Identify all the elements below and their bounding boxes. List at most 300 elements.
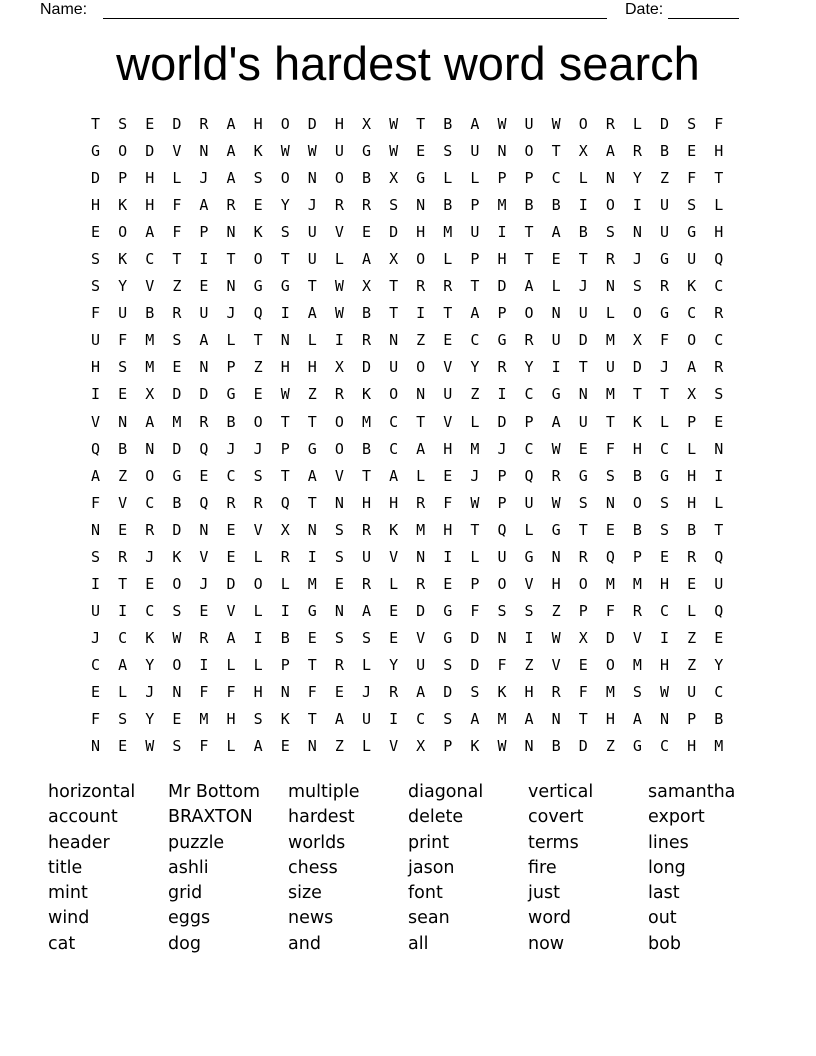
grid-letter: L — [226, 655, 236, 674]
grid-letter: Z — [687, 655, 697, 674]
grid-letter: H — [145, 196, 155, 215]
grid-letter: O — [253, 412, 263, 431]
grid-letter: X — [687, 385, 697, 404]
grid-letter: B — [361, 304, 371, 323]
grid-letter: M — [145, 331, 155, 350]
grid-letter: A — [416, 683, 426, 701]
grid-letter: I — [389, 710, 399, 729]
grid-letter: A — [253, 737, 263, 756]
grid-letter: L — [280, 574, 290, 593]
grid-letter: I — [443, 547, 453, 566]
grid-letter: N — [416, 547, 426, 566]
grid-letter: H — [443, 439, 453, 458]
word-list-item: eggs — [168, 908, 211, 929]
grid-letter: U — [361, 710, 371, 729]
grid-letter: Z — [416, 331, 426, 350]
word-list-item: covert — [528, 807, 584, 828]
grid-letter: E — [199, 466, 209, 485]
grid-letter: O — [578, 115, 588, 134]
grid-letter: T — [389, 277, 399, 296]
grid-letter: A — [416, 439, 426, 458]
grid-letter: H — [280, 358, 290, 377]
grid-letter: N — [497, 628, 507, 647]
grid-letter: D — [145, 142, 155, 161]
grid-letter: L — [687, 439, 697, 458]
grid-letter: D — [91, 169, 101, 188]
grid-letter: G — [172, 466, 182, 485]
grid-letter: W — [497, 737, 507, 756]
grid-letter: R — [551, 466, 561, 485]
grid-letter: E — [578, 655, 588, 674]
grid-letter: I — [524, 628, 534, 647]
word-list-column — [48, 780, 168, 957]
grid-letter: N — [389, 331, 399, 350]
grid-letter: V — [389, 547, 399, 566]
grid-letter: P — [118, 169, 128, 188]
grid-letter: M — [361, 412, 371, 431]
grid-letter: I — [280, 304, 290, 323]
grid-letter: V — [443, 412, 453, 431]
grid-letter: R — [443, 277, 453, 296]
grid-letter: E — [714, 628, 724, 647]
grid-letter: D — [172, 520, 182, 539]
grid-letter: O — [172, 574, 182, 593]
grid-letter: L — [389, 574, 399, 593]
grid-letter: C — [145, 493, 155, 512]
grid-letter: I — [307, 547, 317, 566]
word-list-item: last — [648, 883, 680, 904]
grid-letter: D — [226, 574, 236, 593]
grid-letter: L — [714, 196, 724, 215]
grid-letter: A — [199, 331, 209, 350]
word-list-item: mint — [48, 883, 88, 904]
grid-letter: S — [91, 547, 101, 566]
grid-letter: N — [280, 331, 290, 350]
grid-letter: F — [660, 331, 670, 350]
grid-letter: L — [443, 250, 453, 269]
grid-letter: X — [632, 331, 642, 350]
word-list-item: now — [528, 933, 565, 954]
grid-letter: I — [91, 385, 101, 404]
grid-letter: Z — [605, 737, 615, 756]
grid-letter: B — [361, 439, 371, 458]
grid-letter: T — [524, 223, 534, 242]
grid-letter: U — [660, 223, 670, 242]
grid-letter: T — [307, 655, 317, 674]
grid-letter: E — [199, 277, 209, 296]
grid-letter: R — [334, 385, 344, 404]
grid-letter: H — [660, 655, 670, 674]
grid-letter: T — [714, 169, 724, 188]
grid-letter: H — [91, 358, 101, 377]
word-list-column — [288, 780, 408, 957]
grid-letter: Q — [524, 466, 534, 485]
grid-letter: C — [416, 710, 426, 729]
grid-letter: Y — [280, 196, 290, 215]
grid-letter: A — [551, 223, 561, 242]
grid-letter: T — [416, 412, 426, 431]
grid-letter: A — [470, 115, 480, 134]
grid-letter: J — [660, 358, 670, 377]
grid-letter: E — [172, 358, 182, 377]
grid-letter: V — [416, 628, 426, 647]
grid-letter: E — [172, 710, 182, 729]
word-list-item: delete — [408, 807, 464, 828]
grid-letter: L — [226, 331, 236, 350]
grid-letter: U — [443, 385, 453, 404]
grid-letter: A — [226, 115, 236, 134]
grid-letter: R — [118, 547, 128, 566]
grid-letter: K — [497, 683, 507, 701]
grid-letter: Z — [172, 277, 182, 296]
grid-letter: D — [172, 385, 182, 404]
grid-letter: S — [687, 115, 697, 134]
grid-letter: U — [660, 196, 670, 215]
grid-letter: R — [226, 493, 236, 512]
grid-letter: F — [605, 439, 615, 458]
grid-letter: F — [470, 601, 480, 620]
grid-letter: N — [660, 710, 670, 729]
grid-letter: V — [145, 277, 155, 296]
grid-letter: C — [551, 169, 561, 188]
grid-letter: P — [687, 412, 697, 431]
grid-letter: Q — [605, 547, 615, 566]
grid-letter: T — [714, 520, 724, 539]
grid-letter: E — [118, 737, 128, 756]
grid-letter: T — [172, 250, 182, 269]
grid-letter: D — [389, 223, 399, 242]
grid-letter: H — [524, 683, 534, 701]
grid-letter: D — [497, 412, 507, 431]
grid-letter: H — [416, 223, 426, 242]
grid-letter: D — [470, 655, 480, 674]
grid-letter: U — [416, 655, 426, 674]
grid-letter: L — [551, 277, 561, 296]
grid-letter: N — [497, 142, 507, 161]
grid-letter: C — [714, 683, 724, 701]
grid-letter: A — [145, 223, 155, 242]
grid-letter: N — [334, 601, 344, 620]
grid-letter: N — [199, 142, 209, 161]
grid-letter: S — [253, 710, 263, 729]
grid-letter: E — [334, 683, 344, 701]
grid-letter: D — [307, 115, 317, 134]
grid-letter: D — [172, 439, 182, 458]
grid-letter: S — [172, 601, 182, 620]
grid-letter: G — [416, 169, 426, 188]
word-list-column — [528, 780, 648, 957]
grid-letter: E — [551, 250, 561, 269]
grid-letter: X — [389, 250, 399, 269]
grid-letter: O — [687, 331, 697, 350]
grid-letter: J — [578, 277, 588, 296]
grid-letter: K — [253, 223, 263, 242]
grid-letter: E — [361, 223, 371, 242]
grid-letter: E — [687, 142, 697, 161]
grid-letter: R — [687, 547, 697, 566]
grid-letter: O — [389, 385, 399, 404]
grid-letter: S — [334, 520, 344, 539]
grid-letter: W — [551, 628, 561, 647]
grid-letter: N — [199, 358, 209, 377]
grid-letter: T — [307, 493, 317, 512]
name-blank-line — [103, 1, 607, 19]
grid-letter: E — [145, 115, 155, 134]
grid-letter: L — [524, 520, 534, 539]
grid-letter: R — [416, 574, 426, 593]
word-list-item: puzzle — [168, 832, 225, 853]
grid-letter: S — [91, 277, 101, 296]
grid-letter: Y — [524, 358, 534, 377]
grid-letter: J — [226, 304, 236, 323]
grid-letter: J — [497, 439, 507, 458]
word-list-item: cat — [48, 933, 76, 954]
grid-letter: G — [497, 331, 507, 350]
grid-letter: M — [605, 385, 615, 404]
word-list-item: ashli — [168, 857, 209, 878]
grid-letter: P — [470, 196, 480, 215]
grid-letter: F — [714, 115, 724, 134]
grid-letter: Q — [199, 493, 209, 512]
grid-letter: H — [687, 737, 697, 756]
grid-letter: G — [307, 439, 317, 458]
grid-letter: R — [578, 547, 588, 566]
grid-letter: U — [524, 493, 534, 512]
grid-letter: O — [416, 358, 426, 377]
grid-letter: L — [470, 412, 480, 431]
word-list-item: just — [528, 883, 560, 904]
grid-letter: L — [578, 169, 588, 188]
grid-letter: L — [172, 169, 182, 188]
grid-letter: A — [307, 466, 317, 485]
grid-letter: E — [253, 385, 263, 404]
grid-letter: W — [389, 115, 399, 134]
grid-letter: R — [497, 358, 507, 377]
grid-letter: M — [470, 439, 480, 458]
grid-letter: O — [605, 655, 615, 674]
grid-letter: C — [91, 655, 101, 674]
grid-letter: R — [632, 601, 642, 620]
grid-letter: P — [470, 250, 480, 269]
grid-letter: B — [551, 737, 561, 756]
grid-letter: D — [172, 115, 182, 134]
grid-letter: I — [497, 223, 507, 242]
grid-letter: M — [605, 683, 615, 701]
grid-letter: S — [714, 385, 724, 404]
grid-letter: V — [226, 601, 236, 620]
grid-letter: C — [524, 439, 534, 458]
grid-letter: A — [687, 358, 697, 377]
grid-letter: G — [578, 466, 588, 485]
grid-letter: R — [416, 493, 426, 512]
grid-letter: D — [578, 737, 588, 756]
grid-letter: R — [632, 142, 642, 161]
grid-letter: K — [118, 250, 128, 269]
grid-letter: N — [226, 277, 236, 296]
grid-letter: O — [334, 439, 344, 458]
grid-letter: A — [632, 710, 642, 729]
grid-letter: F — [307, 683, 317, 701]
grid-letter: S — [253, 466, 263, 485]
grid-letter: N — [416, 385, 426, 404]
grid-letter: M — [199, 710, 209, 729]
word-list-item: title — [48, 857, 83, 878]
grid-letter: F — [443, 493, 453, 512]
grid-letter: R — [714, 358, 724, 377]
grid-letter: Z — [470, 385, 480, 404]
grid-letter: F — [497, 655, 507, 674]
grid-letter: O — [334, 412, 344, 431]
grid-letter: N — [334, 493, 344, 512]
grid-letter: W — [389, 142, 399, 161]
grid-letter: B — [714, 710, 724, 729]
grid-letter: Y — [118, 277, 128, 296]
grid-letter: M — [145, 358, 155, 377]
grid-letter: V — [199, 547, 209, 566]
grid-letter: K — [632, 412, 642, 431]
grid-letter: E — [389, 601, 399, 620]
grid-letter: D — [578, 331, 588, 350]
word-list-item: Mr Bottom — [168, 782, 261, 802]
grid-letter: P — [199, 223, 209, 242]
grid-letter: A — [91, 466, 101, 485]
grid-letter: P — [524, 169, 534, 188]
grid-letter: V — [91, 412, 101, 431]
grid-letter: A — [361, 250, 371, 269]
grid-letter: M — [714, 737, 724, 756]
grid-letter: R — [361, 574, 371, 593]
grid-letter: O — [524, 304, 534, 323]
grid-letter: M — [443, 223, 453, 242]
grid-letter: R — [551, 683, 561, 701]
grid-letter: G — [660, 304, 670, 323]
grid-letter: P — [497, 466, 507, 485]
grid-letter: P — [470, 574, 480, 593]
grid-letter: S — [470, 683, 480, 701]
grid-letter: A — [551, 412, 561, 431]
grid-letter: A — [605, 142, 615, 161]
word-list-item: account — [48, 807, 118, 828]
grid-letter: O — [578, 574, 588, 593]
grid-letter: L — [334, 250, 344, 269]
word-list-column — [168, 780, 288, 957]
grid-letter: E — [578, 439, 588, 458]
grid-letter: N — [307, 169, 317, 188]
word-list-item: diagonal — [408, 782, 484, 802]
grid-letter: T — [226, 250, 236, 269]
grid-letter: D — [660, 115, 670, 134]
grid-letter: T — [280, 250, 290, 269]
word-list-item: all — [408, 933, 429, 954]
grid-letter: D — [361, 358, 371, 377]
word-list-item: grid — [168, 883, 203, 904]
grid-letter: L — [226, 737, 236, 756]
grid-letter: B — [632, 520, 642, 539]
grid-letter: Z — [524, 655, 534, 674]
grid-letter: U — [578, 412, 588, 431]
word-list-item: fire — [528, 857, 557, 878]
grid-letter: S — [334, 547, 344, 566]
grid-letter: A — [470, 710, 480, 729]
grid-letter: J — [199, 169, 209, 188]
grid-letter: H — [497, 250, 507, 269]
grid-letter: S — [632, 277, 642, 296]
grid-letter: L — [253, 601, 263, 620]
grid-letter: N — [118, 412, 128, 431]
grid-letter: W — [280, 142, 290, 161]
grid-letter: W — [307, 142, 317, 161]
grid-letter: X — [361, 277, 371, 296]
grid-letter: K — [118, 196, 128, 215]
grid-letter: O — [172, 655, 182, 674]
grid-letter: P — [280, 655, 290, 674]
grid-letter: N — [605, 277, 615, 296]
grid-letter: R — [145, 520, 155, 539]
grid-letter: Y — [389, 655, 399, 674]
word-list-item: vertical — [528, 782, 594, 802]
grid-letter: B — [551, 196, 561, 215]
grid-letter: M — [307, 574, 317, 593]
word-list-item: font — [408, 883, 443, 904]
grid-letter: G — [307, 601, 317, 620]
grid-letter: M — [605, 331, 615, 350]
grid-letter: L — [687, 601, 697, 620]
grid-letter: H — [253, 115, 263, 134]
grid-letter: R — [361, 331, 371, 350]
grid-letter: W — [660, 683, 670, 701]
grid-letter: S — [497, 601, 507, 620]
grid-letter: S — [172, 737, 182, 756]
word-list-item: lines — [648, 832, 689, 853]
grid-letter: H — [714, 223, 724, 242]
grid-letter: K — [145, 628, 155, 647]
grid-letter: V — [253, 520, 263, 539]
grid-letter: S — [660, 520, 670, 539]
grid-letter: C — [389, 412, 399, 431]
grid-letter: E — [145, 574, 155, 593]
grid-letter: F — [687, 169, 697, 188]
grid-letter: T — [578, 710, 588, 729]
word-list-item: jason — [408, 857, 455, 878]
grid-letter: P — [497, 493, 507, 512]
grid-letter: T — [578, 250, 588, 269]
grid-letter: L — [470, 547, 480, 566]
word-list-item: sean — [408, 908, 450, 929]
word-list-item: size — [288, 883, 322, 904]
grid-letter: S — [660, 493, 670, 512]
grid-letter: G — [551, 385, 561, 404]
grid-letter: C — [687, 304, 697, 323]
grid-letter: N — [172, 683, 182, 701]
grid-letter: H — [361, 493, 371, 512]
grid-letter: V — [334, 223, 344, 242]
grid-letter: H — [334, 115, 344, 134]
grid-letter: G — [91, 142, 101, 161]
grid-letter: Y — [714, 655, 724, 674]
grid-letter: P — [497, 304, 507, 323]
grid-letter: V — [524, 574, 534, 593]
grid-letter: U — [91, 601, 101, 620]
grid-letter: C — [714, 277, 724, 296]
grid-letter: I — [199, 655, 209, 674]
grid-letter: O — [253, 250, 263, 269]
grid-letter: F — [172, 223, 182, 242]
grid-letter: U — [470, 142, 480, 161]
grid-letter: H — [687, 493, 697, 512]
grid-letter: O — [253, 574, 263, 593]
grid-letter: R — [714, 304, 724, 323]
grid-letter: C — [660, 601, 670, 620]
